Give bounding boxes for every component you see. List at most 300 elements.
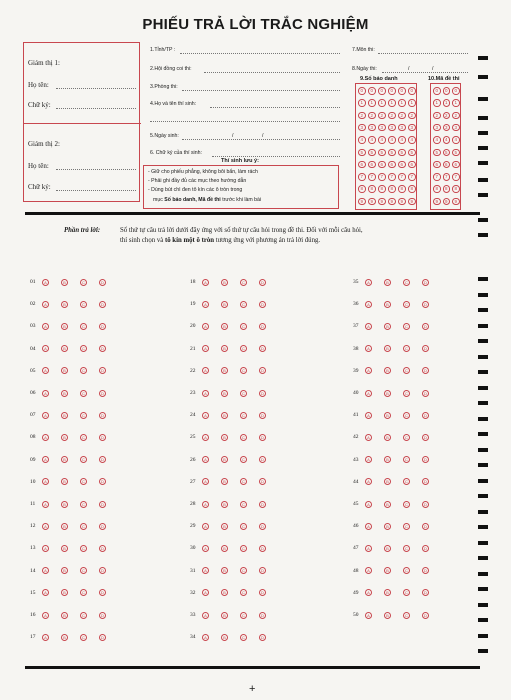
exam-code-digit-bubble[interactable]: 2 xyxy=(433,112,441,120)
answer-bubble-b[interactable]: B xyxy=(61,545,68,552)
answer-bubble-c[interactable]: C xyxy=(80,589,87,596)
answer-bubble-d[interactable]: D xyxy=(422,456,429,463)
exam-code-digit-bubble[interactable]: 7 xyxy=(443,173,451,181)
candidate-digit-bubble[interactable]: 7 xyxy=(358,173,366,181)
answer-bubble-a[interactable]: A xyxy=(365,301,372,308)
exam-code-digit-bubble[interactable]: 0 xyxy=(443,87,451,95)
answer-bubble-d[interactable]: D xyxy=(259,612,266,619)
answer-bubble-c[interactable]: C xyxy=(80,612,87,619)
answer-bubble-a[interactable]: A xyxy=(202,279,209,286)
candidate-digit-bubble[interactable]: 1 xyxy=(398,99,406,107)
exam-code-digit-bubble[interactable]: 5 xyxy=(452,149,460,157)
answer-bubble-d[interactable]: D xyxy=(259,412,266,419)
answer-bubble-d[interactable]: D xyxy=(99,323,106,330)
answer-bubble-c[interactable]: C xyxy=(80,478,87,485)
candidate-digit-bubble[interactable]: 9 xyxy=(378,198,386,206)
candidate-digit-bubble[interactable]: 9 xyxy=(388,198,396,206)
candidate-digit-bubble[interactable]: 7 xyxy=(368,173,376,181)
answer-bubble-a[interactable]: A xyxy=(202,390,209,397)
answer-bubble-a[interactable]: A xyxy=(365,345,372,352)
answer-bubble-c[interactable]: C xyxy=(240,323,247,330)
answer-bubble-b[interactable]: B xyxy=(221,545,228,552)
answer-bubble-d[interactable]: D xyxy=(422,612,429,619)
candidate-digit-bubble[interactable]: 8 xyxy=(408,185,416,193)
answer-bubble-c[interactable]: C xyxy=(240,434,247,441)
answer-bubble-a[interactable]: A xyxy=(42,478,49,485)
answer-bubble-a[interactable]: A xyxy=(42,345,49,352)
answer-bubble-d[interactable]: D xyxy=(99,545,106,552)
candidate-digit-bubble[interactable]: 0 xyxy=(368,87,376,95)
answer-bubble-a[interactable]: A xyxy=(202,545,209,552)
answer-bubble-c[interactable]: C xyxy=(80,501,87,508)
answer-bubble-a[interactable]: A xyxy=(365,279,372,286)
answer-bubble-d[interactable]: D xyxy=(259,545,266,552)
candidate-digit-bubble[interactable]: 6 xyxy=(378,161,386,169)
candidate-digit-bubble[interactable]: 2 xyxy=(378,112,386,120)
field-council[interactable] xyxy=(204,72,340,73)
answer-bubble-a[interactable]: A xyxy=(365,612,372,619)
answer-bubble-a[interactable]: A xyxy=(365,589,372,596)
answer-bubble-a[interactable]: A xyxy=(365,545,372,552)
answer-bubble-b[interactable]: B xyxy=(221,412,228,419)
answer-bubble-c[interactable]: C xyxy=(403,301,410,308)
exam-code-digit-bubble[interactable]: 2 xyxy=(443,112,451,120)
candidate-digit-bubble[interactable]: 9 xyxy=(408,198,416,206)
proctor-1-signature-field[interactable] xyxy=(56,108,136,109)
answer-bubble-b[interactable]: B xyxy=(221,612,228,619)
proctor-1-name-field[interactable] xyxy=(56,88,136,89)
answer-bubble-b[interactable]: B xyxy=(221,634,228,641)
answer-bubble-a[interactable]: A xyxy=(202,478,209,485)
answer-bubble-d[interactable]: D xyxy=(99,567,106,574)
answer-bubble-b[interactable]: B xyxy=(61,612,68,619)
answer-bubble-d[interactable]: D xyxy=(259,367,266,374)
candidate-digit-bubble[interactable]: 0 xyxy=(358,87,366,95)
answer-bubble-b[interactable]: B xyxy=(221,323,228,330)
answer-bubble-c[interactable]: C xyxy=(403,612,410,619)
answer-bubble-a[interactable]: A xyxy=(42,545,49,552)
candidate-digit-bubble[interactable]: 1 xyxy=(388,99,396,107)
answer-bubble-a[interactable]: A xyxy=(202,301,209,308)
answer-bubble-a[interactable]: A xyxy=(365,367,372,374)
answer-bubble-c[interactable]: C xyxy=(240,567,247,574)
answer-bubble-a[interactable]: A xyxy=(42,501,49,508)
answer-bubble-a[interactable]: A xyxy=(202,412,209,419)
answer-bubble-a[interactable]: A xyxy=(42,367,49,374)
answer-bubble-c[interactable]: C xyxy=(403,567,410,574)
answer-bubble-c[interactable]: C xyxy=(80,412,87,419)
candidate-digit-bubble[interactable]: 4 xyxy=(408,136,416,144)
answer-bubble-d[interactable]: D xyxy=(99,345,106,352)
answer-bubble-b[interactable]: B xyxy=(221,501,228,508)
answer-bubble-a[interactable]: A xyxy=(365,434,372,441)
answer-bubble-d[interactable]: D xyxy=(99,301,106,308)
answer-bubble-d[interactable]: D xyxy=(99,634,106,641)
candidate-digit-bubble[interactable]: 0 xyxy=(378,87,386,95)
candidate-digit-bubble[interactable]: 6 xyxy=(388,161,396,169)
exam-code-digit-bubble[interactable]: 7 xyxy=(452,173,460,181)
answer-bubble-d[interactable]: D xyxy=(422,501,429,508)
answer-bubble-c[interactable]: C xyxy=(240,456,247,463)
answer-bubble-a[interactable]: A xyxy=(202,589,209,596)
exam-code-digit-bubble[interactable]: 4 xyxy=(433,136,441,144)
exam-code-digit-bubble[interactable]: 8 xyxy=(443,185,451,193)
answer-bubble-a[interactable]: A xyxy=(365,501,372,508)
answer-bubble-d[interactable]: D xyxy=(259,501,266,508)
answer-bubble-b[interactable]: B xyxy=(384,412,391,419)
exam-code-digit-bubble[interactable]: 4 xyxy=(452,136,460,144)
answer-bubble-c[interactable]: C xyxy=(240,634,247,641)
answer-bubble-b[interactable]: B xyxy=(384,301,391,308)
answer-bubble-c[interactable]: C xyxy=(80,567,87,574)
answer-bubble-b[interactable]: B xyxy=(384,456,391,463)
exam-code-digit-bubble[interactable]: 5 xyxy=(443,149,451,157)
answer-bubble-d[interactable]: D xyxy=(99,478,106,485)
answer-bubble-a[interactable]: A xyxy=(42,434,49,441)
answer-bubble-d[interactable]: D xyxy=(99,523,106,530)
proctor-2-signature-field[interactable] xyxy=(56,190,136,191)
answer-bubble-b[interactable]: B xyxy=(61,634,68,641)
answer-bubble-b[interactable]: B xyxy=(221,523,228,530)
answer-bubble-d[interactable]: D xyxy=(422,323,429,330)
candidate-digit-bubble[interactable]: 1 xyxy=(358,99,366,107)
answer-bubble-a[interactable]: A xyxy=(365,412,372,419)
answer-bubble-d[interactable]: D xyxy=(99,589,106,596)
answer-bubble-a[interactable]: A xyxy=(365,478,372,485)
answer-bubble-a[interactable]: A xyxy=(365,567,372,574)
candidate-digit-bubble[interactable]: 3 xyxy=(358,124,366,132)
candidate-digit-bubble[interactable]: 4 xyxy=(378,136,386,144)
exam-code-digit-bubble[interactable]: 7 xyxy=(433,173,441,181)
answer-bubble-a[interactable]: A xyxy=(202,523,209,530)
answer-bubble-c[interactable]: C xyxy=(80,390,87,397)
exam-code-digit-bubble[interactable]: 6 xyxy=(443,161,451,169)
answer-bubble-d[interactable]: D xyxy=(422,390,429,397)
answer-bubble-d[interactable]: D xyxy=(259,456,266,463)
candidate-digit-bubble[interactable]: 5 xyxy=(358,149,366,157)
exam-code-digit-bubble[interactable]: 4 xyxy=(443,136,451,144)
answer-bubble-a[interactable]: A xyxy=(42,523,49,530)
candidate-digit-bubble[interactable]: 0 xyxy=(388,87,396,95)
answer-bubble-a[interactable]: A xyxy=(202,456,209,463)
candidate-digit-bubble[interactable]: 5 xyxy=(408,149,416,157)
answer-bubble-b[interactable]: B xyxy=(221,478,228,485)
candidate-digit-bubble[interactable]: 3 xyxy=(408,124,416,132)
answer-bubble-d[interactable]: D xyxy=(259,323,266,330)
answer-bubble-d[interactable]: D xyxy=(422,412,429,419)
exam-code-digit-bubble[interactable]: 3 xyxy=(433,124,441,132)
answer-bubble-c[interactable]: C xyxy=(240,478,247,485)
candidate-digit-bubble[interactable]: 3 xyxy=(368,124,376,132)
answer-bubble-d[interactable]: D xyxy=(422,589,429,596)
answer-bubble-a[interactable]: A xyxy=(42,567,49,574)
candidate-digit-bubble[interactable]: 8 xyxy=(388,185,396,193)
answer-bubble-d[interactable]: D xyxy=(259,390,266,397)
answer-bubble-c[interactable]: C xyxy=(403,279,410,286)
answer-bubble-c[interactable]: C xyxy=(403,478,410,485)
candidate-digit-bubble[interactable]: 5 xyxy=(388,149,396,157)
answer-bubble-b[interactable]: B xyxy=(384,367,391,374)
answer-bubble-c[interactable]: C xyxy=(403,434,410,441)
answer-bubble-c[interactable]: C xyxy=(80,279,87,286)
answer-bubble-d[interactable]: D xyxy=(422,523,429,530)
answer-bubble-b[interactable]: B xyxy=(384,501,391,508)
answer-bubble-c[interactable]: C xyxy=(240,612,247,619)
answer-bubble-c[interactable]: C xyxy=(240,523,247,530)
answer-bubble-c[interactable]: C xyxy=(240,412,247,419)
candidate-digit-bubble[interactable]: 2 xyxy=(388,112,396,120)
answer-bubble-d[interactable]: D xyxy=(259,634,266,641)
answer-bubble-a[interactable]: A xyxy=(42,456,49,463)
candidate-digit-bubble[interactable]: 2 xyxy=(398,112,406,120)
answer-bubble-a[interactable]: A xyxy=(42,323,49,330)
exam-code-digit-bubble[interactable]: 5 xyxy=(433,149,441,157)
candidate-digit-bubble[interactable]: 7 xyxy=(398,173,406,181)
answer-bubble-a[interactable]: A xyxy=(42,301,49,308)
candidate-digit-bubble[interactable]: 5 xyxy=(398,149,406,157)
answer-bubble-b[interactable]: B xyxy=(384,478,391,485)
answer-bubble-b[interactable]: B xyxy=(384,545,391,552)
answer-bubble-c[interactable]: C xyxy=(80,434,87,441)
field-subject[interactable] xyxy=(378,53,468,54)
answer-bubble-b[interactable]: B xyxy=(61,567,68,574)
answer-bubble-d[interactable]: D xyxy=(99,279,106,286)
candidate-digit-bubble[interactable]: 9 xyxy=(398,198,406,206)
candidate-digit-bubble[interactable]: 3 xyxy=(378,124,386,132)
candidate-digit-bubble[interactable]: 1 xyxy=(368,99,376,107)
answer-bubble-d[interactable]: D xyxy=(422,301,429,308)
answer-bubble-c[interactable]: C xyxy=(240,345,247,352)
answer-bubble-d[interactable]: D xyxy=(99,390,106,397)
candidate-digit-bubble[interactable]: 8 xyxy=(358,185,366,193)
exam-code-digit-bubble[interactable]: 6 xyxy=(452,161,460,169)
answer-bubble-c[interactable]: C xyxy=(403,412,410,419)
exam-code-digit-bubble[interactable]: 1 xyxy=(443,99,451,107)
answer-bubble-d[interactable]: D xyxy=(422,545,429,552)
exam-code-digit-bubble[interactable]: 8 xyxy=(452,185,460,193)
candidate-digit-bubble[interactable]: 4 xyxy=(368,136,376,144)
answer-bubble-b[interactable]: B xyxy=(61,390,68,397)
answer-bubble-d[interactable]: D xyxy=(422,367,429,374)
candidate-digit-bubble[interactable]: 4 xyxy=(398,136,406,144)
answer-bubble-c[interactable]: C xyxy=(80,301,87,308)
answer-bubble-b[interactable]: B xyxy=(384,434,391,441)
answer-bubble-c[interactable]: C xyxy=(403,367,410,374)
field-province[interactable] xyxy=(180,53,340,54)
answer-bubble-d[interactable]: D xyxy=(99,412,106,419)
answer-bubble-a[interactable]: A xyxy=(365,456,372,463)
answer-bubble-b[interactable]: B xyxy=(61,323,68,330)
answer-bubble-a[interactable]: A xyxy=(202,367,209,374)
answer-bubble-b[interactable]: B xyxy=(221,367,228,374)
exam-code-digit-bubble[interactable]: 1 xyxy=(433,99,441,107)
candidate-digit-bubble[interactable]: 8 xyxy=(378,185,386,193)
candidate-digit-bubble[interactable]: 9 xyxy=(368,198,376,206)
field-exam-date[interactable] xyxy=(382,72,468,73)
answer-bubble-c[interactable]: C xyxy=(80,367,87,374)
answer-bubble-d[interactable]: D xyxy=(259,279,266,286)
answer-bubble-a[interactable]: A xyxy=(202,501,209,508)
answer-bubble-b[interactable]: B xyxy=(221,567,228,574)
answer-bubble-c[interactable]: C xyxy=(80,345,87,352)
answer-bubble-d[interactable]: D xyxy=(259,345,266,352)
answer-bubble-c[interactable]: C xyxy=(240,367,247,374)
answer-bubble-b[interactable]: B xyxy=(61,456,68,463)
candidate-digit-bubble[interactable]: 8 xyxy=(368,185,376,193)
answer-bubble-d[interactable]: D xyxy=(259,478,266,485)
candidate-digit-bubble[interactable]: 1 xyxy=(408,99,416,107)
candidate-digit-bubble[interactable]: 6 xyxy=(408,161,416,169)
answer-bubble-a[interactable]: A xyxy=(202,634,209,641)
candidate-digit-bubble[interactable]: 5 xyxy=(368,149,376,157)
answer-bubble-a[interactable]: A xyxy=(42,612,49,619)
answer-bubble-d[interactable]: D xyxy=(99,456,106,463)
candidate-digit-bubble[interactable]: 3 xyxy=(388,124,396,132)
field-name[interactable] xyxy=(210,107,340,108)
exam-code-digit-bubble[interactable]: 9 xyxy=(452,198,460,206)
answer-bubble-a[interactable]: A xyxy=(42,634,49,641)
answer-bubble-a[interactable]: A xyxy=(202,612,209,619)
answer-bubble-c[interactable]: C xyxy=(240,589,247,596)
answer-bubble-b[interactable]: B xyxy=(61,589,68,596)
answer-bubble-a[interactable]: A xyxy=(42,589,49,596)
field-dob[interactable] xyxy=(182,139,340,140)
answer-bubble-d[interactable]: D xyxy=(99,367,106,374)
answer-bubble-c[interactable]: C xyxy=(240,279,247,286)
answer-bubble-b[interactable]: B xyxy=(221,434,228,441)
answer-bubble-c[interactable]: C xyxy=(80,545,87,552)
answer-bubble-a[interactable]: A xyxy=(365,390,372,397)
candidate-digit-bubble[interactable]: 0 xyxy=(408,87,416,95)
answer-bubble-c[interactable]: C xyxy=(80,323,87,330)
candidate-digit-bubble[interactable]: 8 xyxy=(398,185,406,193)
candidate-digit-bubble[interactable]: 4 xyxy=(358,136,366,144)
candidate-digit-bubble[interactable]: 6 xyxy=(358,161,366,169)
candidate-digit-bubble[interactable]: 7 xyxy=(378,173,386,181)
answer-bubble-b[interactable]: B xyxy=(61,501,68,508)
candidate-digit-bubble[interactable]: 2 xyxy=(368,112,376,120)
candidate-digit-bubble[interactable]: 5 xyxy=(378,149,386,157)
answer-bubble-a[interactable]: A xyxy=(42,279,49,286)
answer-bubble-c[interactable]: C xyxy=(403,589,410,596)
answer-bubble-c[interactable]: C xyxy=(240,545,247,552)
exam-code-digit-bubble[interactable]: 3 xyxy=(443,124,451,132)
field-room[interactable] xyxy=(182,90,340,91)
answer-bubble-c[interactable]: C xyxy=(240,390,247,397)
answer-bubble-b[interactable]: B xyxy=(384,279,391,286)
answer-bubble-a[interactable]: A xyxy=(202,434,209,441)
answer-bubble-c[interactable]: C xyxy=(403,456,410,463)
candidate-digit-bubble[interactable]: 9 xyxy=(358,198,366,206)
answer-bubble-b[interactable]: B xyxy=(61,412,68,419)
exam-code-digit-bubble[interactable]: 3 xyxy=(452,124,460,132)
answer-bubble-a[interactable]: A xyxy=(202,345,209,352)
answer-bubble-d[interactable]: D xyxy=(259,301,266,308)
exam-code-digit-bubble[interactable]: 8 xyxy=(433,185,441,193)
exam-code-digit-bubble[interactable]: 6 xyxy=(433,161,441,169)
answer-bubble-b[interactable]: B xyxy=(384,345,391,352)
answer-bubble-b[interactable]: B xyxy=(221,279,228,286)
exam-code-digit-bubble[interactable]: 0 xyxy=(452,87,460,95)
answer-bubble-d[interactable]: D xyxy=(99,501,106,508)
answer-bubble-b[interactable]: B xyxy=(384,523,391,530)
answer-bubble-a[interactable]: A xyxy=(365,323,372,330)
proctor-2-name-field[interactable] xyxy=(56,169,136,170)
answer-bubble-b[interactable]: B xyxy=(61,478,68,485)
answer-bubble-d[interactable]: D xyxy=(259,434,266,441)
answer-bubble-b[interactable]: B xyxy=(221,589,228,596)
exam-code-digit-bubble[interactable]: 9 xyxy=(433,198,441,206)
answer-bubble-a[interactable]: A xyxy=(202,567,209,574)
answer-bubble-b[interactable]: B xyxy=(384,323,391,330)
answer-bubble-b[interactable]: B xyxy=(61,434,68,441)
candidate-digit-bubble[interactable]: 3 xyxy=(398,124,406,132)
answer-bubble-c[interactable]: C xyxy=(403,501,410,508)
answer-bubble-a[interactable]: A xyxy=(42,412,49,419)
answer-bubble-d[interactable]: D xyxy=(259,589,266,596)
answer-bubble-c[interactable]: C xyxy=(240,301,247,308)
answer-bubble-d[interactable]: D xyxy=(422,279,429,286)
answer-bubble-a[interactable]: A xyxy=(365,523,372,530)
answer-bubble-b[interactable]: B xyxy=(61,301,68,308)
answer-bubble-d[interactable]: D xyxy=(99,434,106,441)
candidate-digit-bubble[interactable]: 7 xyxy=(388,173,396,181)
candidate-digit-bubble[interactable]: 4 xyxy=(388,136,396,144)
exam-code-digit-bubble[interactable]: 1 xyxy=(452,99,460,107)
answer-bubble-b[interactable]: B xyxy=(221,345,228,352)
answer-bubble-b[interactable]: B xyxy=(61,523,68,530)
answer-bubble-d[interactable]: D xyxy=(422,345,429,352)
answer-bubble-d[interactable]: D xyxy=(422,567,429,574)
answer-bubble-c[interactable]: C xyxy=(403,390,410,397)
candidate-digit-bubble[interactable]: 2 xyxy=(358,112,366,120)
answer-bubble-a[interactable]: A xyxy=(202,323,209,330)
field-signature[interactable] xyxy=(212,156,340,157)
answer-bubble-b[interactable]: B xyxy=(221,456,228,463)
answer-bubble-d[interactable]: D xyxy=(259,523,266,530)
answer-bubble-b[interactable]: B xyxy=(61,279,68,286)
candidate-digit-bubble[interactable]: 0 xyxy=(398,87,406,95)
answer-bubble-b[interactable]: B xyxy=(384,567,391,574)
answer-bubble-b[interactable]: B xyxy=(221,301,228,308)
answer-bubble-c[interactable]: C xyxy=(80,523,87,530)
candidate-digit-bubble[interactable]: 6 xyxy=(398,161,406,169)
answer-bubble-a[interactable]: A xyxy=(42,390,49,397)
answer-bubble-c[interactable]: C xyxy=(80,456,87,463)
answer-bubble-c[interactable]: C xyxy=(240,501,247,508)
answer-bubble-c[interactable]: C xyxy=(403,323,410,330)
answer-bubble-d[interactable]: D xyxy=(422,434,429,441)
candidate-digit-bubble[interactable]: 6 xyxy=(368,161,376,169)
answer-bubble-c[interactable]: C xyxy=(403,345,410,352)
exam-code-digit-bubble[interactable]: 9 xyxy=(443,198,451,206)
answer-bubble-b[interactable]: B xyxy=(384,390,391,397)
answer-bubble-b[interactable]: B xyxy=(384,589,391,596)
answer-bubble-c[interactable]: C xyxy=(403,523,410,530)
exam-code-digit-bubble[interactable]: 0 xyxy=(433,87,441,95)
candidate-digit-bubble[interactable]: 1 xyxy=(378,99,386,107)
answer-bubble-b[interactable]: B xyxy=(384,612,391,619)
exam-code-digit-bubble[interactable]: 2 xyxy=(452,112,460,120)
candidate-digit-bubble[interactable]: 2 xyxy=(408,112,416,120)
answer-bubble-c[interactable]: C xyxy=(403,545,410,552)
answer-bubble-d[interactable]: D xyxy=(259,567,266,574)
answer-bubble-c[interactable]: C xyxy=(80,634,87,641)
answer-bubble-b[interactable]: B xyxy=(221,390,228,397)
answer-bubble-b[interactable]: B xyxy=(61,345,68,352)
field-name-line-2[interactable] xyxy=(150,121,340,122)
answer-bubble-b[interactable]: B xyxy=(61,367,68,374)
